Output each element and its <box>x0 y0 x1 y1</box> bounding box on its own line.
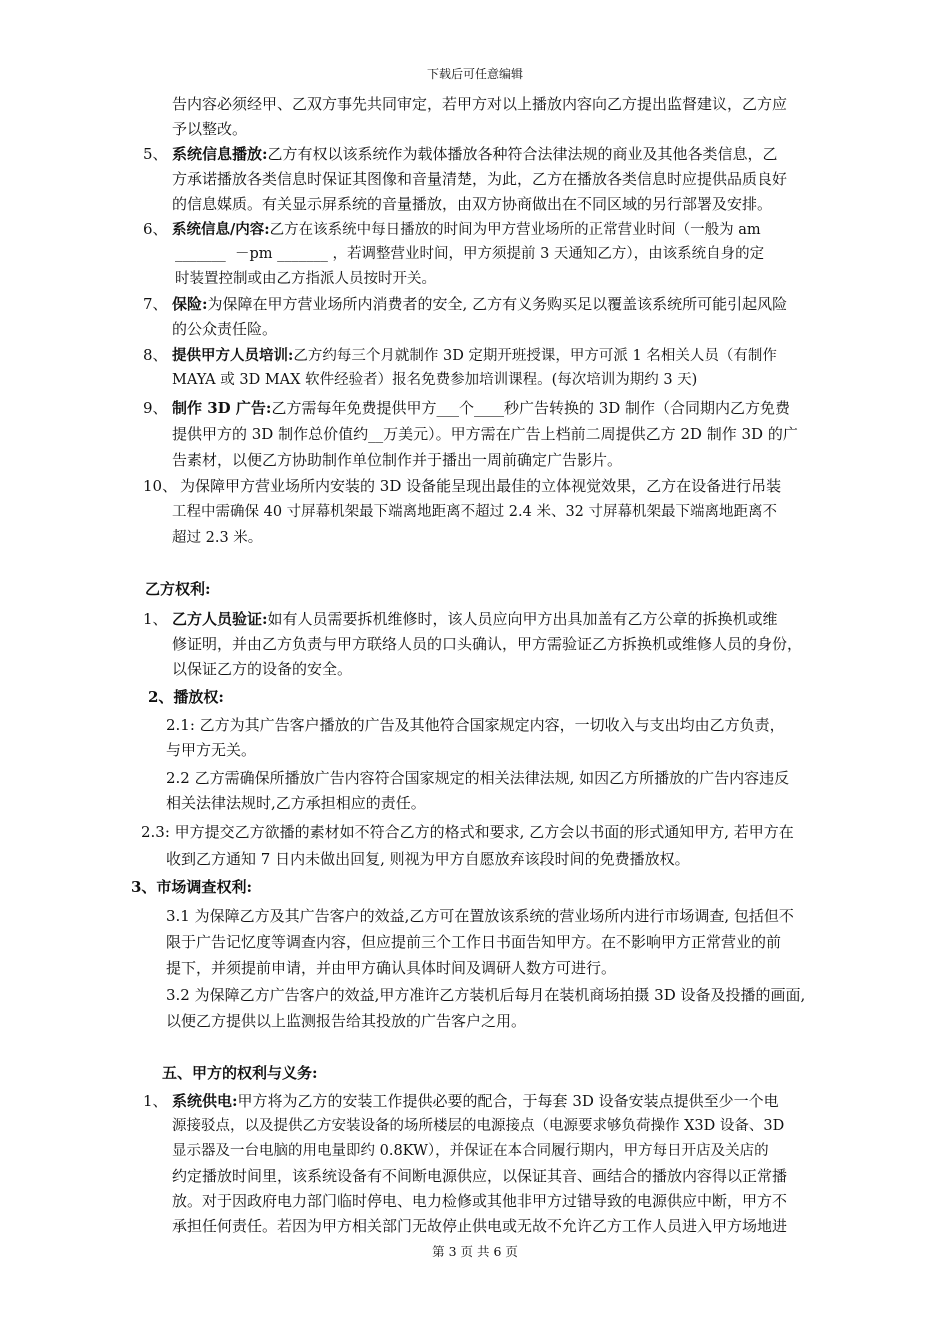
rights-3-1-line-3: 提下，并须提前申请，并由甲方确认具体时间及调研人数方可进行。 <box>166 959 617 977</box>
item-title: 系统信息/内容: <box>172 221 270 238</box>
rights-3-2-line-1: 3.2 为保障乙方广告客户的效益,甲方准许乙方装机后每月在装机商场拍摄 3D 设备及投播的画面, <box>166 986 806 1004</box>
item-number: 8、 <box>143 346 168 364</box>
sec5-1-line-2: 源接驳点，以及提供乙方安装设备的场所楼层的电源接点（电源要求够负荷操作 X3D 设备、3D <box>172 1118 785 1134</box>
item-5-line-3: 的信息媒质。有关显示屏系统的音量播放，由双方协商做出在不同区域的另行部署及安排。 <box>172 195 773 213</box>
item-text: 乙方在该系统中每日播放的时间为甲方营业场所的正常营业时间（一般为 am <box>269 222 761 238</box>
rights-3-1-line-2: 限于广告记忆度等调查内容，但应提前三个工作日书面告知甲方。在不影响甲方正常营业的前 <box>166 933 782 951</box>
item-8-line-1 <box>172 343 777 369</box>
sec5-1-line-1 <box>172 1089 779 1114</box>
item-text: 为保障在甲方营业场所内消费者的安全, 乙方有义务购买足以覆盖该系统所可能引起风险 <box>207 295 788 313</box>
item-5-line-2: 方承诺播放各类信息时保证其图像和音量清楚，为此，乙方在播放各类信息时应提供品质良好 <box>172 170 788 188</box>
section-heading: 乙方权利: <box>145 580 211 598</box>
sec5-1-line-5: 放。对于因政府电力部门临时停电、电力检修或其他非甲方过错导致的电源供应中断，甲方不 <box>172 1192 788 1210</box>
page-header: 下载后可任意编辑 <box>426 67 523 81</box>
item-8-line-2: MAYA 或 3D MAX 软件经验者）报名免费参加培训课程。(每次培训为期约 3 天) <box>172 372 698 388</box>
item-number: 7、 <box>143 295 168 313</box>
item-text: 乙方需每年免费提供甲方___个____秒广告转换的 3D 制作（合同期内乙方免费 <box>271 399 791 417</box>
item-10-line-3: 超过 2.3 米。 <box>172 530 263 546</box>
para-line: 告内容必须经甲、乙双方事先共同审定，若甲方对以上播放内容向乙方提出监督建议，乙方应 <box>172 95 788 113</box>
rights-2-1-line-1: 2.1: 乙方为其广告客户播放的广告及其他符合国家规定内容，一切收入与支出均由乙方负责， <box>166 716 785 734</box>
item-number: 9、 <box>143 399 168 417</box>
subsection-heading: 3、市场调查权利: <box>131 878 252 896</box>
item-number: 6、 <box>143 220 168 238</box>
item-9-line-1 <box>172 396 790 421</box>
item-text: 甲方将为乙方的安装工作提供必要的配合，于每套 3D 设备安装点提供至少一个电 <box>237 1092 779 1110</box>
sec5-1-line-4: 约定播放时间里，该系统设备有不间断电源供应，以保证其音、画结合的播放内容得以正常播 <box>172 1167 788 1185</box>
item-title: 提供甲方人员培训: <box>172 347 294 364</box>
item-6-line-3: 时装置控制或由乙方指派人员按时开关。 <box>175 271 436 287</box>
item-number: 10、 <box>143 477 178 495</box>
item-text: 乙方约每三个月就制作 3D 定期开班授课，甲方可派 1 名相关人员（有制作 <box>293 348 777 364</box>
item-9-line-3: 告素材，以便乙方协助制作单位制作并于播出一周前确定广告影片。 <box>172 451 623 469</box>
item-number: 1、 <box>143 1092 168 1110</box>
subsection-heading: 2、播放权: <box>148 688 224 706</box>
item-7-line-2: 的公众责任险。 <box>172 320 278 338</box>
item-6-line-1 <box>172 217 761 243</box>
para-line: 予以整改。 <box>172 120 248 138</box>
rights-3-2-line-2: 以便乙方提供以上监测报告给其投放的广告客户之用。 <box>166 1012 527 1030</box>
rights-3-1-line-1: 3.1 为保障乙方及其广告客户的效益,乙方可在置放该系统的营业场所内进行市场调查, 包括但不 <box>166 907 794 925</box>
item-title: 制作 3D 广告: <box>172 399 272 417</box>
rights-2-3-line-1: 2.3: 甲方提交乙方欲播的素材如不符合乙方的格式和要求, 乙方会以书面的形式通知甲方, 若甲方在 <box>141 823 794 841</box>
item-text: 乙方有权以该系统作为载体播放各种符合法律法规的商业及其他各类信息，乙 <box>267 145 778 163</box>
item-number: 5、 <box>143 145 168 163</box>
item-title: 系统供电: <box>172 1092 238 1110</box>
item-6-line-2: _______ －pm _______ ，若调整营业时间，甲方须提前 3 天通知乙方），由该系统自身的定 <box>175 246 765 262</box>
rights-1-line-2: 修证明，并由乙方负责与甲方联络人员的口头确认，甲方需验证乙方拆换机或维修人员的身份， <box>172 635 803 653</box>
section-heading: 五、甲方的权利与义务: <box>162 1064 318 1082</box>
item-9-line-2: 提供甲方的 3D 制作总价值约__万美元）。甲方需在广告上档前二周提供乙方 2D 制作 3D 的广 <box>172 425 798 443</box>
sec5-1-line-3: 显示器及一台电脑的用电量即约 0.8KW），并保证在本合同履行期内，甲方每日开店及关店的 <box>172 1143 769 1159</box>
sec5-1-line-6: 承担任何责任。若因为甲方相关部门无故停止供电或无故不允许乙方工作人员进入甲方场地进 <box>172 1217 788 1235</box>
item-title: 保险: <box>172 295 208 313</box>
rights-1-line-3: 以保证乙方的设备的安全。 <box>172 660 353 678</box>
rights-2-2-line-2: 相关法律法规时,乙方承担相应的责任。 <box>166 794 426 812</box>
item-5-line-1 <box>172 142 778 167</box>
item-number: 1、 <box>143 610 168 628</box>
rights-2-1-line-2: 与甲方无关。 <box>166 741 257 759</box>
item-10-line-2: 工程中需确保 40 寸屏幕机架最下端离地距离不超过 2.4 米、32 寸屏幕机架最下端离地距离不 <box>172 504 778 520</box>
item-text: 如有人员需要拆机维修时，该人员应向甲方出具加盖有乙方公章的拆换机或维 <box>267 610 778 628</box>
page-footer: 第 3 页 共 6 页 <box>432 1244 518 1259</box>
rights-1-line-1 <box>172 607 778 632</box>
rights-2-2-line-1: 2.2 乙方需确保所播放广告内容符合国家规定的相关法律法规, 如因乙方所播放的广告内容违反 <box>166 769 790 787</box>
item-10-line-1: 为保障甲方营业场所内安装的 3D 设备能呈现出最佳的立体视觉效果，乙方在设备进行吊装 <box>180 477 782 495</box>
rights-2-3-line-2: 收到乙方通知 7 日内未做出回复, 则视为甲方自愿放弃该段时间的免费播放权。 <box>166 850 690 868</box>
item-7-line-1 <box>172 292 787 317</box>
item-title: 乙方人员验证: <box>172 610 268 628</box>
item-title: 系统信息播放: <box>172 145 268 163</box>
